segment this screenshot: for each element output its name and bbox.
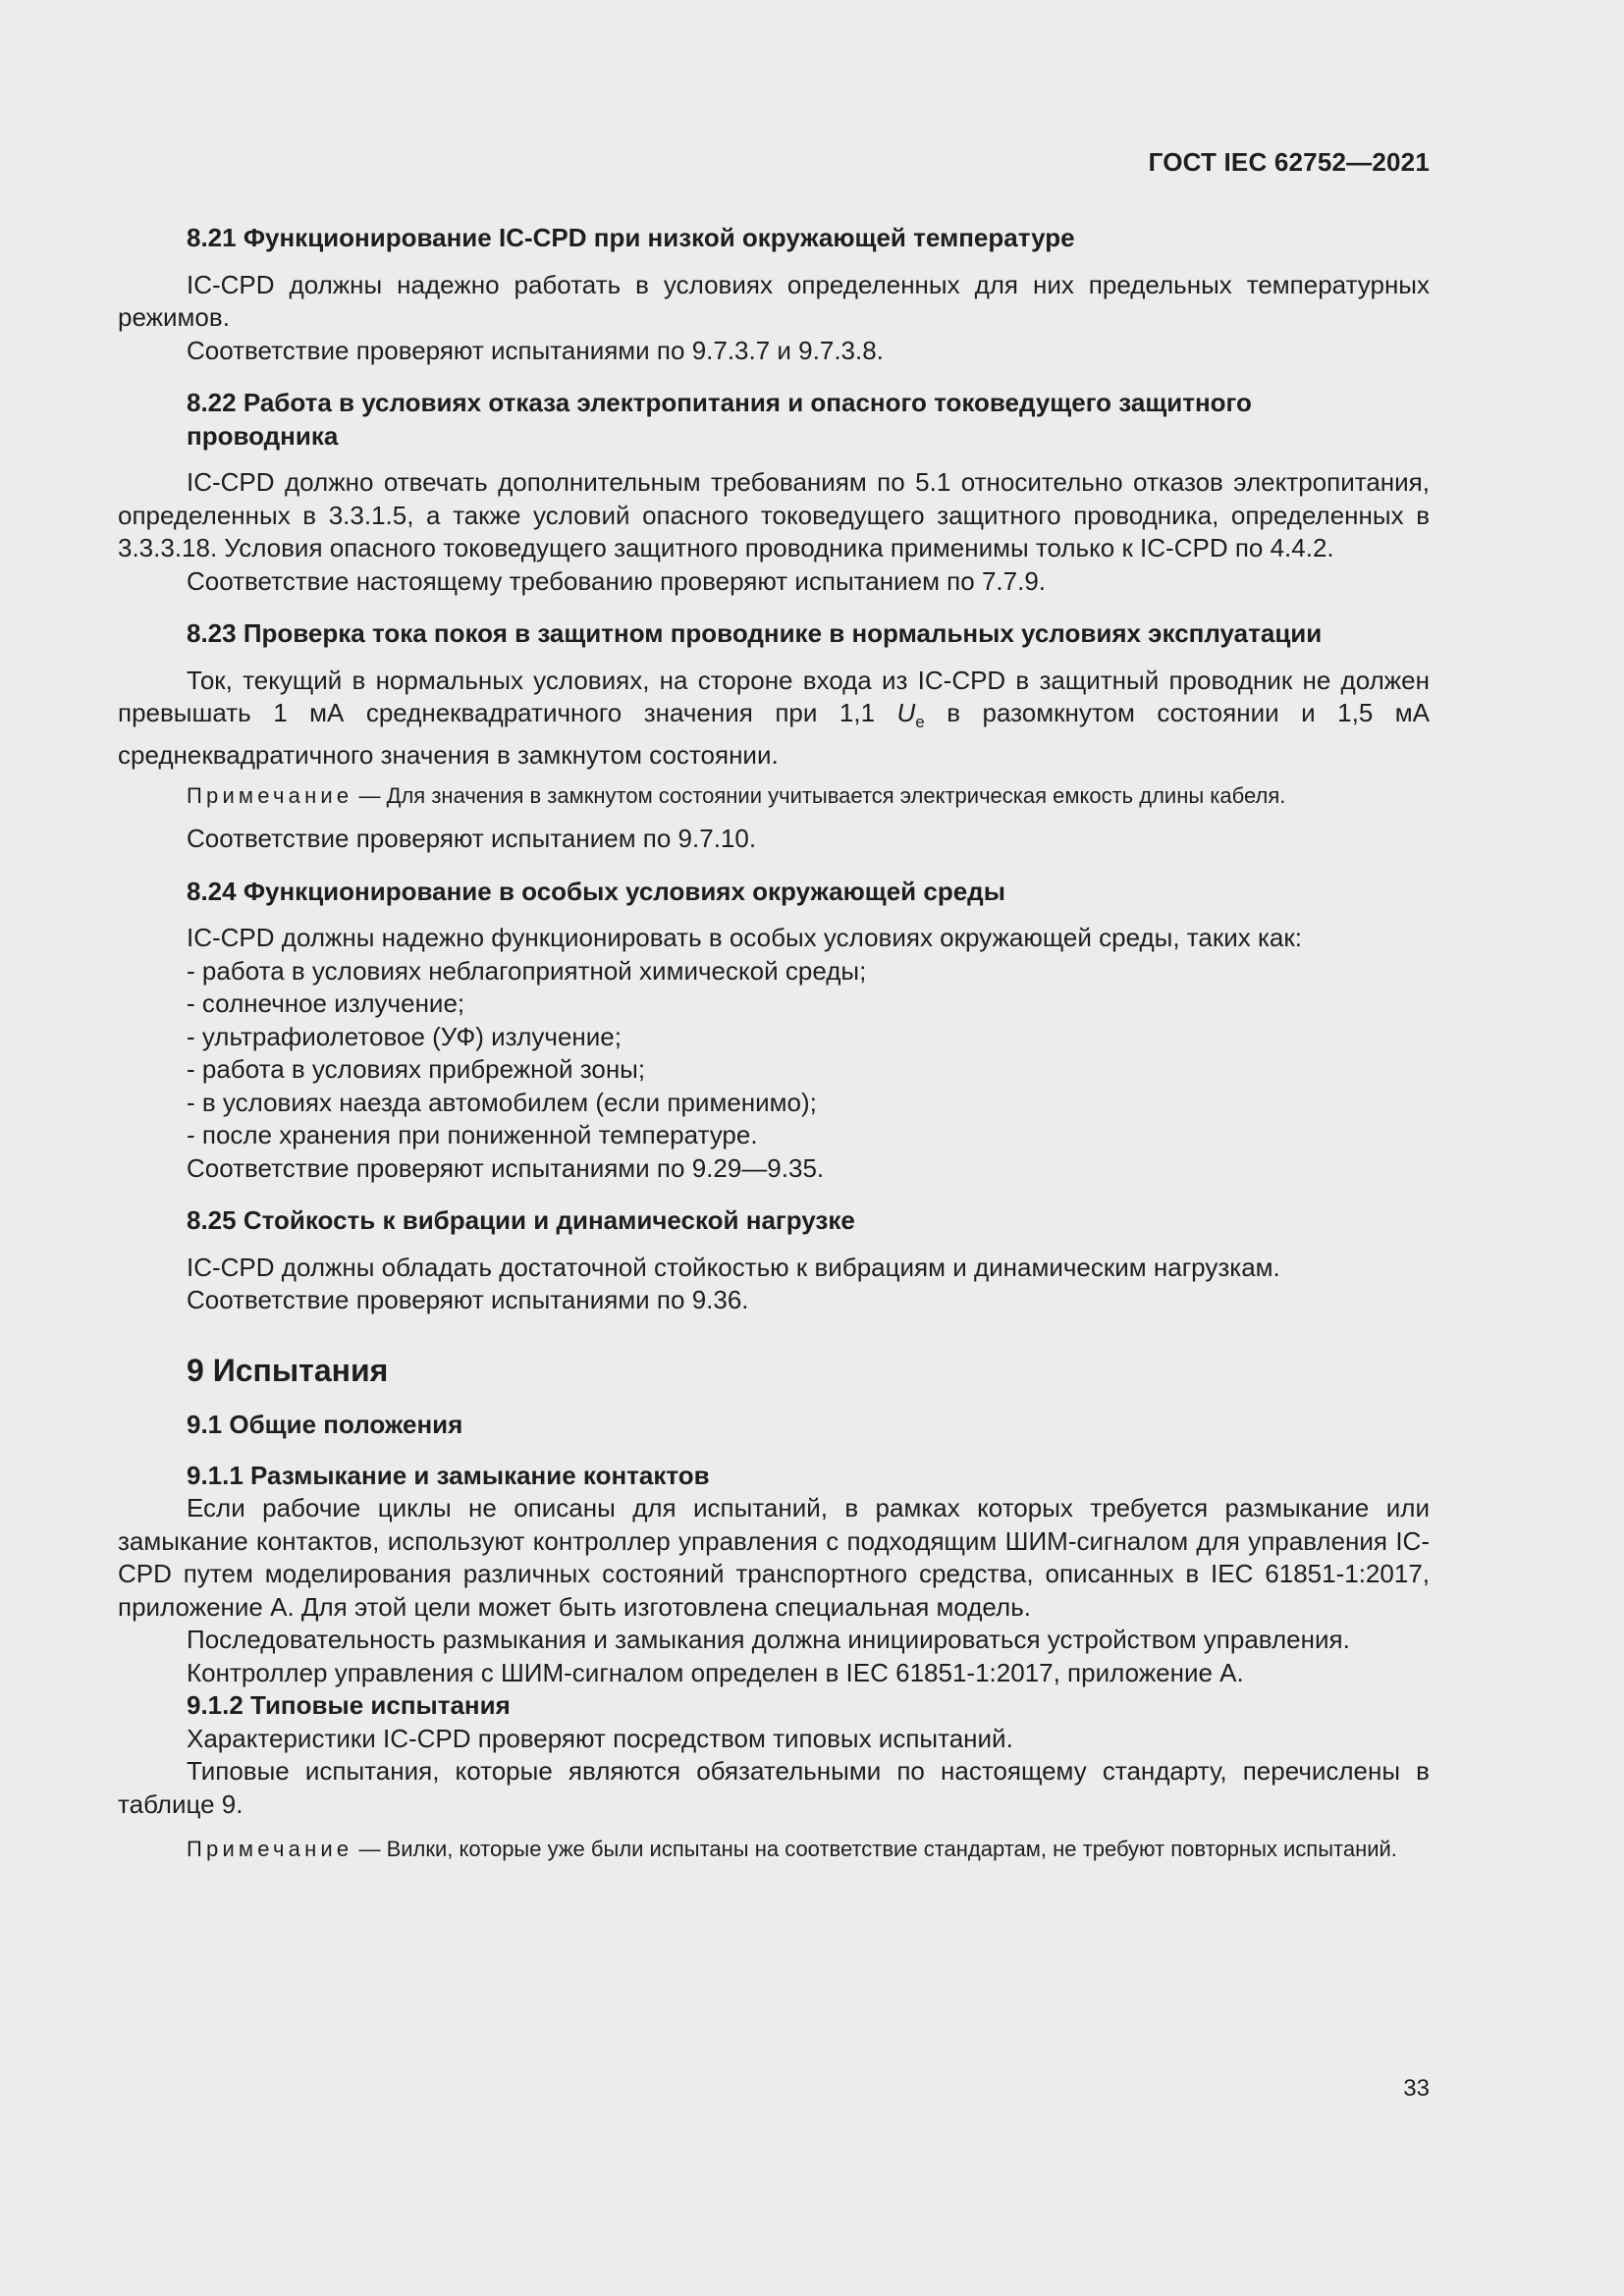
section-8-23-title: 8.23 Проверка тока покоя в защитном проводнике в нормальных условиях эксплуатации <box>187 618 1323 648</box>
paragraph: IC-CPD должны надежно работать в условиях определенных для них предельных температурных режимов. <box>118 269 1430 332</box>
section-9-title: 9 Испытания <box>187 1352 389 1388</box>
section-8-22 <box>118 387 1430 598</box>
paragraph: IC-CPD должны обладать достаточной стойкостью к вибрациям и динамическим нагрузкам. <box>187 1252 1280 1282</box>
section-8-23 <box>118 617 1430 856</box>
note <box>118 781 1430 811</box>
list-item: - ультрафиолетовое (УФ) излучение; <box>187 1021 622 1051</box>
standard-header: ГОСТ IEC 62752—2021 <box>1148 147 1430 177</box>
page-number: 33 <box>1403 2075 1430 2102</box>
section-9-1-title: 9.1 Общие положения <box>187 1410 463 1439</box>
note-text: — Вилки, которые уже были испытаны на соответствие стандартам, не требуют повторных испытаний. <box>352 1837 1397 1861</box>
list-item: - работа в условиях неблагоприятной химической среды; <box>187 955 867 986</box>
paragraph: IC-CPD должно отвечать дополнительным требованиям по 5.1 относительно отказов электропитания, определенных в 3.3.1.5, а также условий опасного токоведущего защитного проводника, определенных в 3.3.3.18. Условия опасного токоведущего защитного проводника применимы только к IC-CPD по 4.4.2. <box>118 467 1430 562</box>
paragraph <box>118 665 1430 773</box>
paragraph: Соответствие проверяют испытаниями по 9.36. <box>187 1285 749 1314</box>
paragraph: Последовательность размыкания и замыкания должна инициироваться устройством управления. <box>187 1625 1350 1654</box>
paragraph: Типовые испытания, которые являются обязательными по настоящему стандарту, перечислены в таблице 9. <box>118 1756 1430 1819</box>
section-8-21-title: 8.21 Функционирование IC-CPD при низкой окружающей температуре <box>187 223 1075 252</box>
voltage-symbol: U <box>896 698 916 727</box>
section-8-25-title: 8.25 Стойкость к вибрации и динамической нагрузке <box>187 1205 855 1235</box>
list-item: - работа в условиях прибрежной зоны; <box>187 1054 646 1084</box>
section-9-1-2-title: 9.1.2 Типовые испытания <box>187 1690 511 1720</box>
section-9 <box>118 1352 1430 1865</box>
note-label: Примечание <box>187 1837 353 1861</box>
document-body <box>118 222 1430 1876</box>
section-8-24-title: 8.24 Функционирование в особых условиях окружающей среды <box>187 876 1005 906</box>
list-item: - в условиях наезда автомобилем (если применимо); <box>187 1087 817 1117</box>
paragraph: Характеристики IC-CPD проверяют посредством типовых испытаний. <box>187 1723 1013 1753</box>
list-item: - солнечное излучение; <box>187 988 465 1018</box>
paragraph: Соответствие проверяют испытанием по 9.7.10. <box>187 824 757 853</box>
note-text: — Для значения в замкнутом состоянии учитывается электрическая емкость длины кабеля. <box>352 783 1286 808</box>
voltage-subscript: e <box>915 713 925 731</box>
paragraph: Контроллер управления с ШИМ-сигналом определен в IEC 61851-1:2017, приложение А. <box>187 1657 1244 1687</box>
section-8-22-title-cont: проводника <box>187 420 339 451</box>
text-run: Ток, текущий в нормальных условиях, на стороне входа из IC-CPD в защитный проводник не должен превышать 1 мА среднеквадратичного значения при 1,1 <box>118 665 1430 727</box>
section-8-24 <box>118 876 1430 1186</box>
list-item: - после хранения при пониженной температуре. <box>187 1120 758 1149</box>
section-8-22-title: 8.22 Работа в условиях отказа электропитания и опасного токоведущего защитного <box>187 388 1252 417</box>
note <box>118 1835 1430 1864</box>
paragraph: Если рабочие циклы не описаны для испытаний, в рамках которых требуется размыкание или замыкание контактов, используют контроллер управления с подходящим ШИМ-сигналом для управления IC-CPD путем моделирования различных состояний транспортного средства, описанных в IEC 61851-1:2017, приложение А. Для этой цели может быть изготовлена специальная модель. <box>118 1493 1430 1622</box>
paragraph: IC-CPD должны надежно функционировать в особых условиях окружающей среды, таких как: <box>187 923 1302 952</box>
paragraph: Соответствие проверяют испытаниями по 9.7.3.7 и 9.7.3.8. <box>187 335 884 365</box>
section-9-1-1-title: 9.1.1 Размыкание и замыкание контактов <box>187 1460 710 1490</box>
paragraph: Соответствие настоящему требованию проверяют испытанием по 7.7.9. <box>187 565 1046 596</box>
note-label: Примечание <box>187 783 353 808</box>
text-run: в разомкнутом состоянии и 1,5 мА среднеквадратичного значения в замкнутом состоянии. <box>118 698 1430 770</box>
paragraph: Соответствие проверяют испытаниями по 9.29—9.35. <box>187 1152 825 1183</box>
section-8-21 <box>118 222 1430 367</box>
section-8-25 <box>118 1204 1430 1317</box>
